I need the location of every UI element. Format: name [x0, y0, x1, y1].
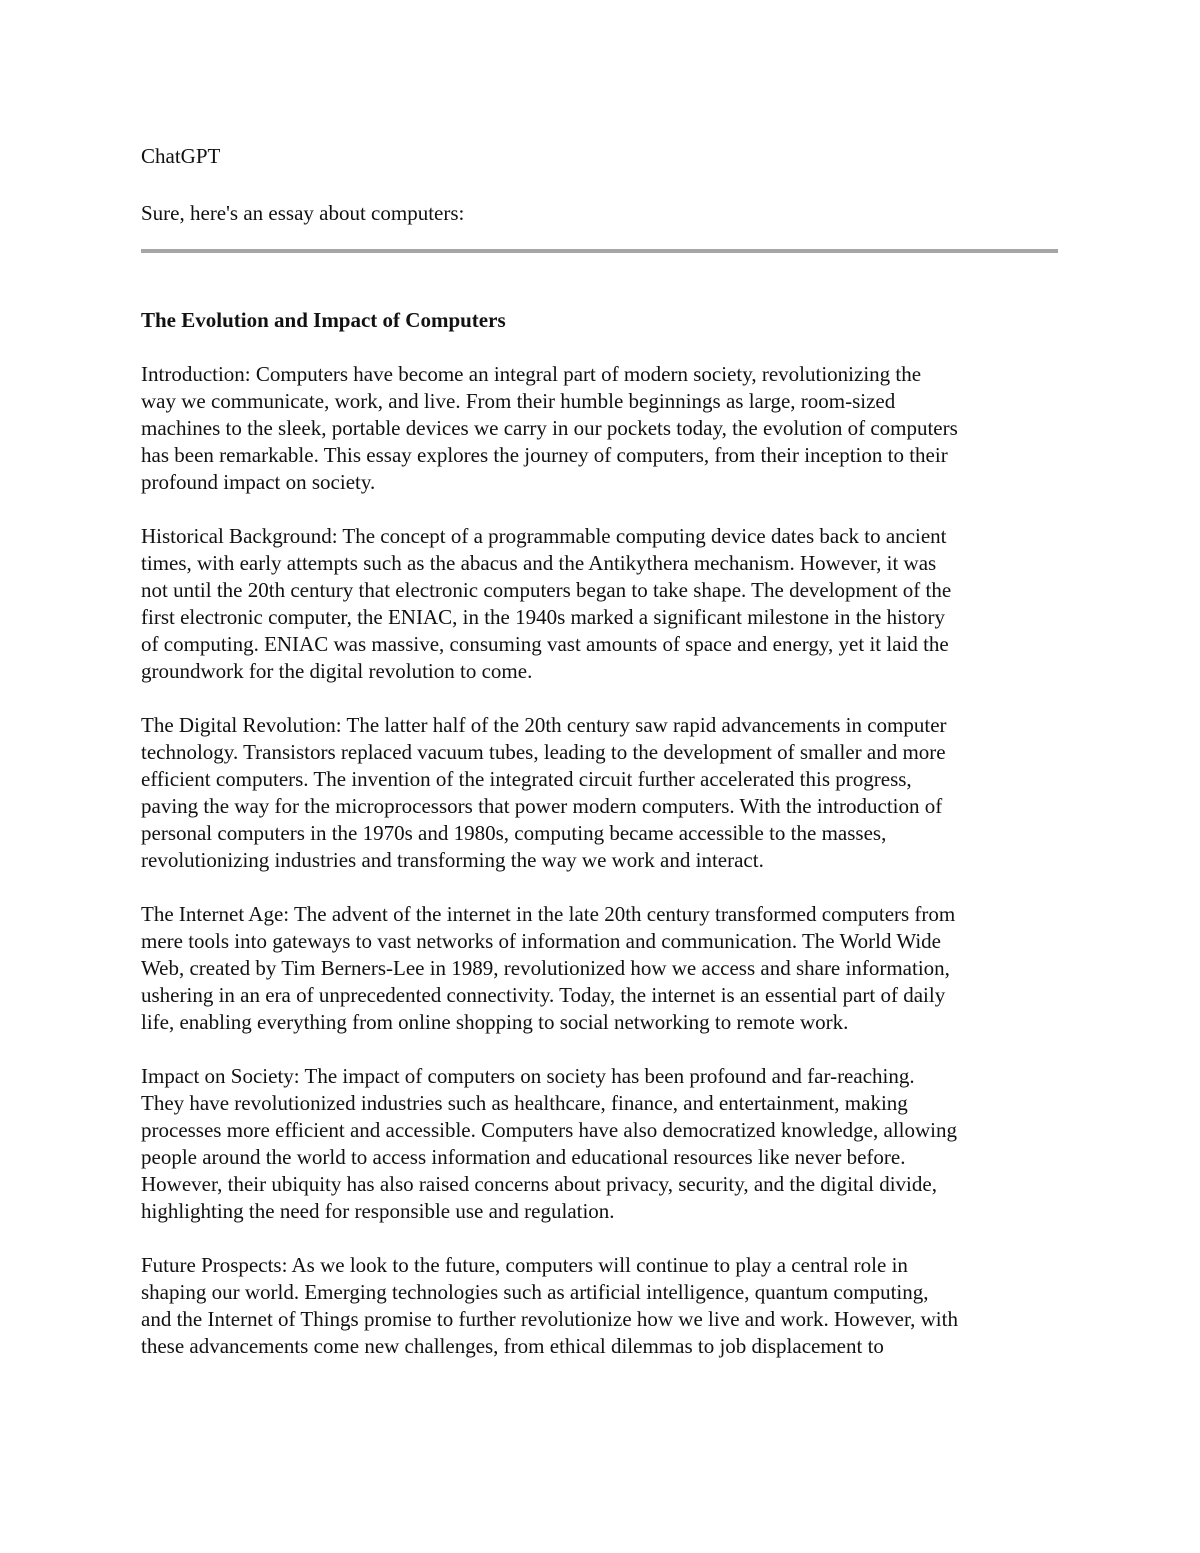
- text-line: not until the 20th century that electronic computers began to take shape. The development of the: [141, 578, 952, 602]
- text-line: way we communicate, work, and live. From their humble beginnings as large, room-sized: [141, 389, 896, 413]
- text-line: The Internet Age: The advent of the internet in the late 20th century transformed computers from: [141, 902, 956, 926]
- paragraph-digital-revolution: [141, 712, 1061, 874]
- text-line: first electronic computer, the ENIAC, in the 1940s marked a significant milestone in the history: [141, 605, 945, 629]
- text-line: Introduction: Computers have become an integral part of modern society, revolutionizing the: [141, 362, 922, 386]
- essay-title: The Evolution and Impact of Computers: [141, 308, 506, 332]
- text-line: personal computers in the 1970s and 1980s, computing became accessible to the masses,: [141, 821, 887, 845]
- text-line: They have revolutionized industries such as healthcare, finance, and entertainment, making: [141, 1091, 908, 1115]
- text-line: technology. Transistors replaced vacuum tubes, leading to the development of smaller and more: [141, 740, 946, 764]
- text-line: processes more efficient and accessible. Computers have also democratized knowledge, allowing: [141, 1118, 957, 1142]
- essay-body: [141, 361, 1061, 1387]
- text-line: groundwork for the digital revolution to come.: [141, 659, 533, 683]
- paragraph-internet-age: [141, 901, 1061, 1036]
- paragraph-impact-on-society: [141, 1063, 1061, 1225]
- text-line: The Digital Revolution: The latter half of the 20th century saw rapid advancements in computer: [141, 713, 947, 737]
- horizontal-divider: [141, 249, 1058, 253]
- text-line: paving the way for the microprocessors that power modern computers. With the introduction of: [141, 794, 943, 818]
- text-line: profound impact on society.: [141, 470, 376, 494]
- text-line: Impact on Society: The impact of computers on society has been profound and far-reaching.: [141, 1064, 915, 1088]
- text-line: Historical Background: The concept of a programmable computing device dates back to ancient: [141, 524, 947, 548]
- paragraph-future-prospects: [141, 1252, 1061, 1360]
- intro-text: Sure, here's an essay about computers:: [141, 201, 465, 225]
- text-line: However, their ubiquity has also raised concerns about privacy, security, and the digital divide,: [141, 1172, 937, 1196]
- text-line: efficient computers. The invention of the integrated circuit further accelerated this progress,: [141, 767, 912, 791]
- paragraph-introduction: [141, 361, 1061, 496]
- text-line: times, with early attempts such as the abacus and the Antikythera mechanism. However, it was: [141, 551, 937, 575]
- text-line: revolutionizing industries and transforming the way we work and interact.: [141, 848, 764, 872]
- text-line: people around the world to access information and educational resources like never before.: [141, 1145, 906, 1169]
- text-line: of computing. ENIAC was massive, consuming vast amounts of space and energy, yet it laid the: [141, 632, 949, 656]
- text-line: Web, created by Tim Berners-Lee in 1989, revolutionized how we access and share information,: [141, 956, 950, 980]
- text-line: machines to the sleek, portable devices we carry in our pockets today, the evolution of computers: [141, 416, 958, 440]
- text-line: and the Internet of Things promise to further revolutionize how we live and work. However, with: [141, 1307, 958, 1331]
- text-line: life, enabling everything from online shopping to social networking to remote work.: [141, 1010, 849, 1034]
- text-line: Future Prospects: As we look to the future, computers will continue to play a central role in: [141, 1253, 908, 1277]
- document-page: [141, 143, 1061, 1358]
- speaker-label: ChatGPT: [141, 144, 221, 168]
- paragraph-historical-background: [141, 523, 1061, 685]
- text-line: ushering in an era of unprecedented connectivity. Today, the internet is an essential part of daily: [141, 983, 946, 1007]
- text-line: has been remarkable. This essay explores the journey of computers, from their inception to their: [141, 443, 948, 467]
- text-line: mere tools into gateways to vast networks of information and communication. The World Wide: [141, 929, 941, 953]
- text-line: shaping our world. Emerging technologies such as artificial intelligence, quantum computing,: [141, 1280, 929, 1304]
- text-line: highlighting the need for responsible use and regulation.: [141, 1199, 615, 1223]
- text-line: these advancements come new challenges, from ethical dilemmas to job displacement to: [141, 1334, 884, 1358]
